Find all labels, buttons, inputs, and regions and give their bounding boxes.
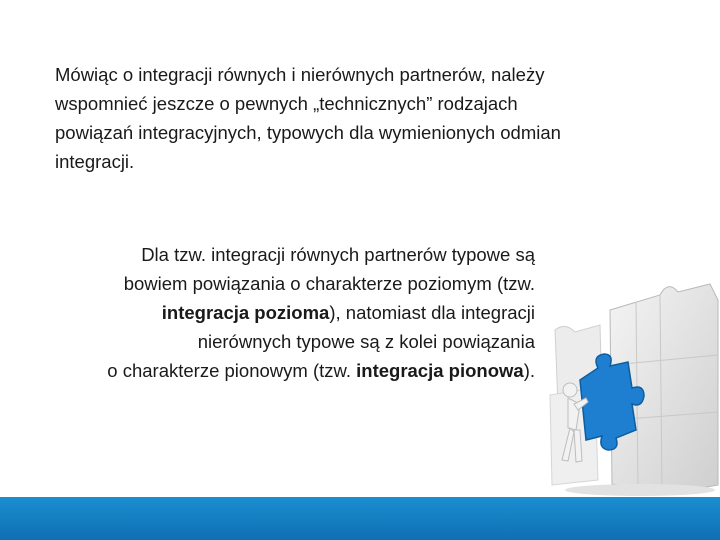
vertical-integration-term: integracja pionowa bbox=[356, 360, 524, 381]
types-line-1: Dla tzw. integracji równych partnerów typowe są bbox=[141, 244, 535, 265]
types-line-5 bbox=[40, 356, 535, 385]
horizontal-integration-term: integracja pozioma bbox=[161, 302, 330, 323]
intro-line-1: Mówiąc o integracji równych i nierównych partnerów, należy bbox=[55, 64, 545, 85]
integration-types-paragraph bbox=[40, 240, 535, 385]
footer-bar bbox=[0, 497, 720, 540]
types-line-5-start: o charakterze pionowym (tzw. bbox=[107, 360, 357, 381]
intro-line-4: integracji. bbox=[55, 151, 135, 172]
intro-paragraph bbox=[55, 60, 655, 176]
types-line-5-end: ). bbox=[523, 360, 535, 381]
puzzle-figure-icon bbox=[540, 270, 720, 498]
types-line-2: bowiem powiązania o charakterze poziomym (tzw. bbox=[123, 273, 535, 294]
intro-line-2: wspomnieć jeszcze o pewnych „technicznych” rodzajach bbox=[55, 93, 518, 114]
types-line-3 bbox=[40, 298, 535, 327]
types-line-3-rest: ), natomiast dla integracji bbox=[329, 302, 535, 323]
types-line-4: nierównych typowe są z kolei powiązania bbox=[197, 331, 535, 352]
intro-line-3: powiązań integracyjnych, typowych dla wymienionych odmian bbox=[55, 122, 561, 143]
